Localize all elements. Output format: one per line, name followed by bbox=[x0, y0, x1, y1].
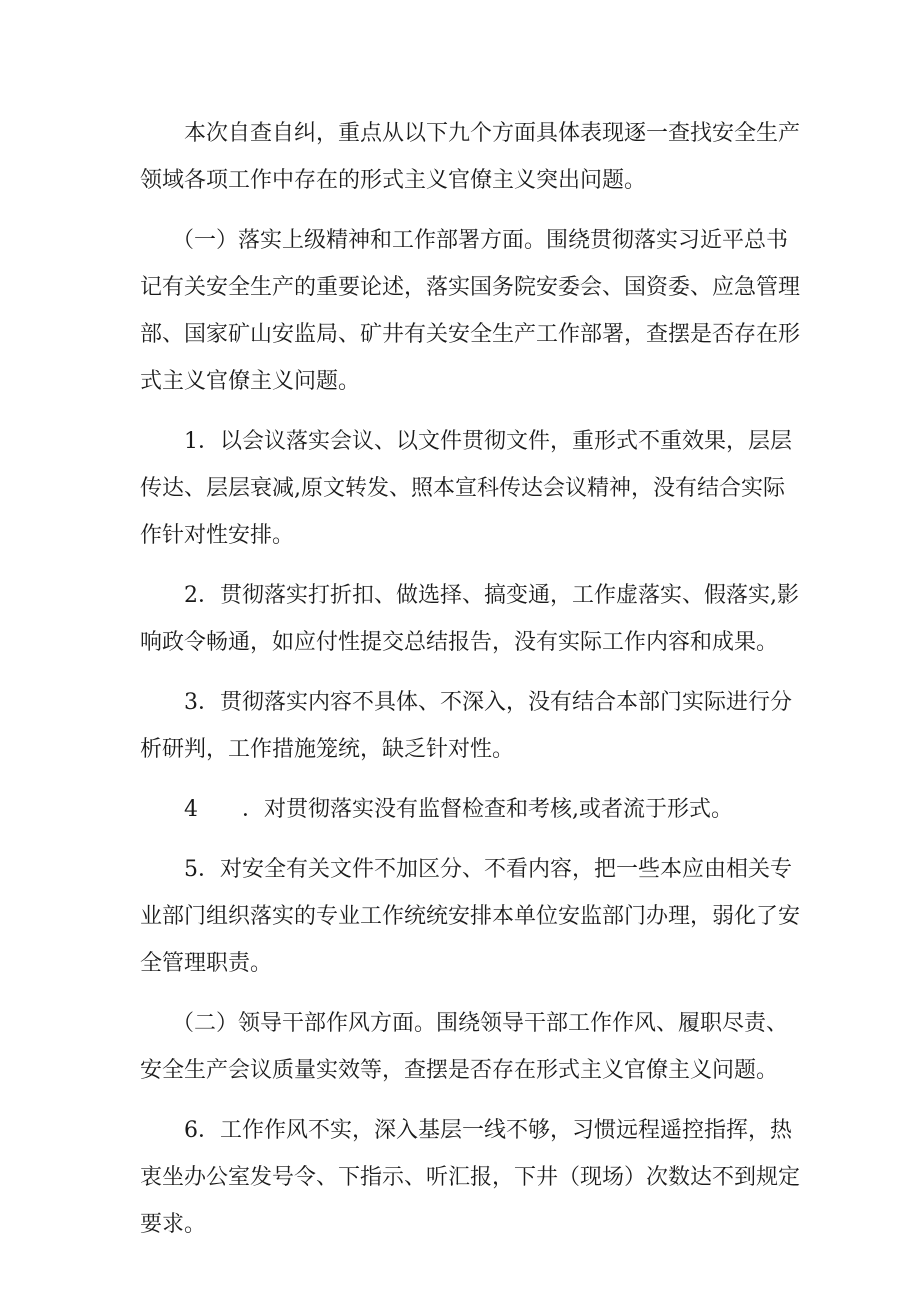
paragraph-line: 响政令畅通，如应付性提交总结报告，没有实际工作内容和成果。 bbox=[140, 630, 779, 655]
list-item-paragraph bbox=[140, 1107, 801, 1248]
paragraph-line: 2．贯彻落实打折扣、做选择、搞变通，工作虚落实、假落实,影 bbox=[184, 583, 799, 608]
paragraph-line: 领域各项工作中存在的形式主义官僚主义突出问题。 bbox=[140, 168, 647, 193]
list-item-paragraph bbox=[140, 786, 780, 833]
document-body bbox=[140, 110, 801, 1261]
paragraph-line: 部、国家矿山安监局、矿井有关安全生产工作部署，查摆是否存在形 bbox=[140, 322, 801, 347]
paragraph-line: 全管理职责。 bbox=[140, 951, 273, 976]
paragraph-line: 衷坐办公室发号令、下指示、听汇报，下井（现场）次数达不到规定 bbox=[140, 1165, 801, 1190]
list-item-paragraph bbox=[140, 418, 792, 559]
paragraph-line: 本次自查自纠，重点从以下九个方面具体表现逐一查找安全生产 bbox=[184, 121, 801, 146]
paragraph-line: 6．工作作风不实，深入基层一线不够，习惯远程遥控指挥，热 bbox=[184, 1118, 792, 1143]
section-heading-paragraph bbox=[140, 217, 801, 405]
list-item-paragraph bbox=[140, 572, 799, 666]
paragraph-line: 4 ．对贯彻落实没有监督检查和考核,或者流于形式。 bbox=[184, 797, 733, 822]
paragraph-line: 作针对性安排。 bbox=[140, 523, 295, 548]
section-heading-paragraph bbox=[140, 1000, 789, 1094]
paragraph-line: 式主义官僚主义问题。 bbox=[140, 369, 361, 394]
paragraph-line: 析研判，工作措施笼统，缺乏针对性。 bbox=[140, 737, 515, 762]
list-item-paragraph bbox=[140, 679, 792, 773]
paragraph-line: 安全生产会议质量实效等，查摆是否存在形式主义官僚主义问题。 bbox=[140, 1058, 779, 1083]
paragraph-line: （一）落实上级精神和工作部署方面。围绕贯彻落实习近平总书 bbox=[172, 228, 789, 253]
paragraph-line: 业部门组织落实的专业工作统统安排本单位安监部门办理，弱化了安 bbox=[140, 904, 801, 929]
list-item-paragraph bbox=[140, 846, 801, 987]
paragraph-line: 5．对安全有关文件不加区分、不看内容，把一些本应由相关专 bbox=[184, 857, 792, 882]
paragraph-line: 3．贯彻落实内容不具体、不深入，没有结合本部门实际进行分 bbox=[184, 690, 792, 715]
paragraph-line: 传达、层层衰减,原文转发、照本宣科传达会议精神，没有结合实际 bbox=[140, 476, 785, 501]
intro-paragraph bbox=[140, 110, 801, 204]
paragraph-line: （二）领导干部作风方面。围绕领导干部工作作风、履职尽责、 bbox=[172, 1011, 789, 1036]
paragraph-line: 1．以会议落实会议、以文件贯彻文件，重形式不重效果，层层 bbox=[184, 429, 792, 454]
paragraph-line: 要求。 bbox=[140, 1212, 207, 1237]
paragraph-line: 记有关安全生产的重要论述，落实国务院安委会、国资委、应急管理 bbox=[140, 275, 801, 300]
